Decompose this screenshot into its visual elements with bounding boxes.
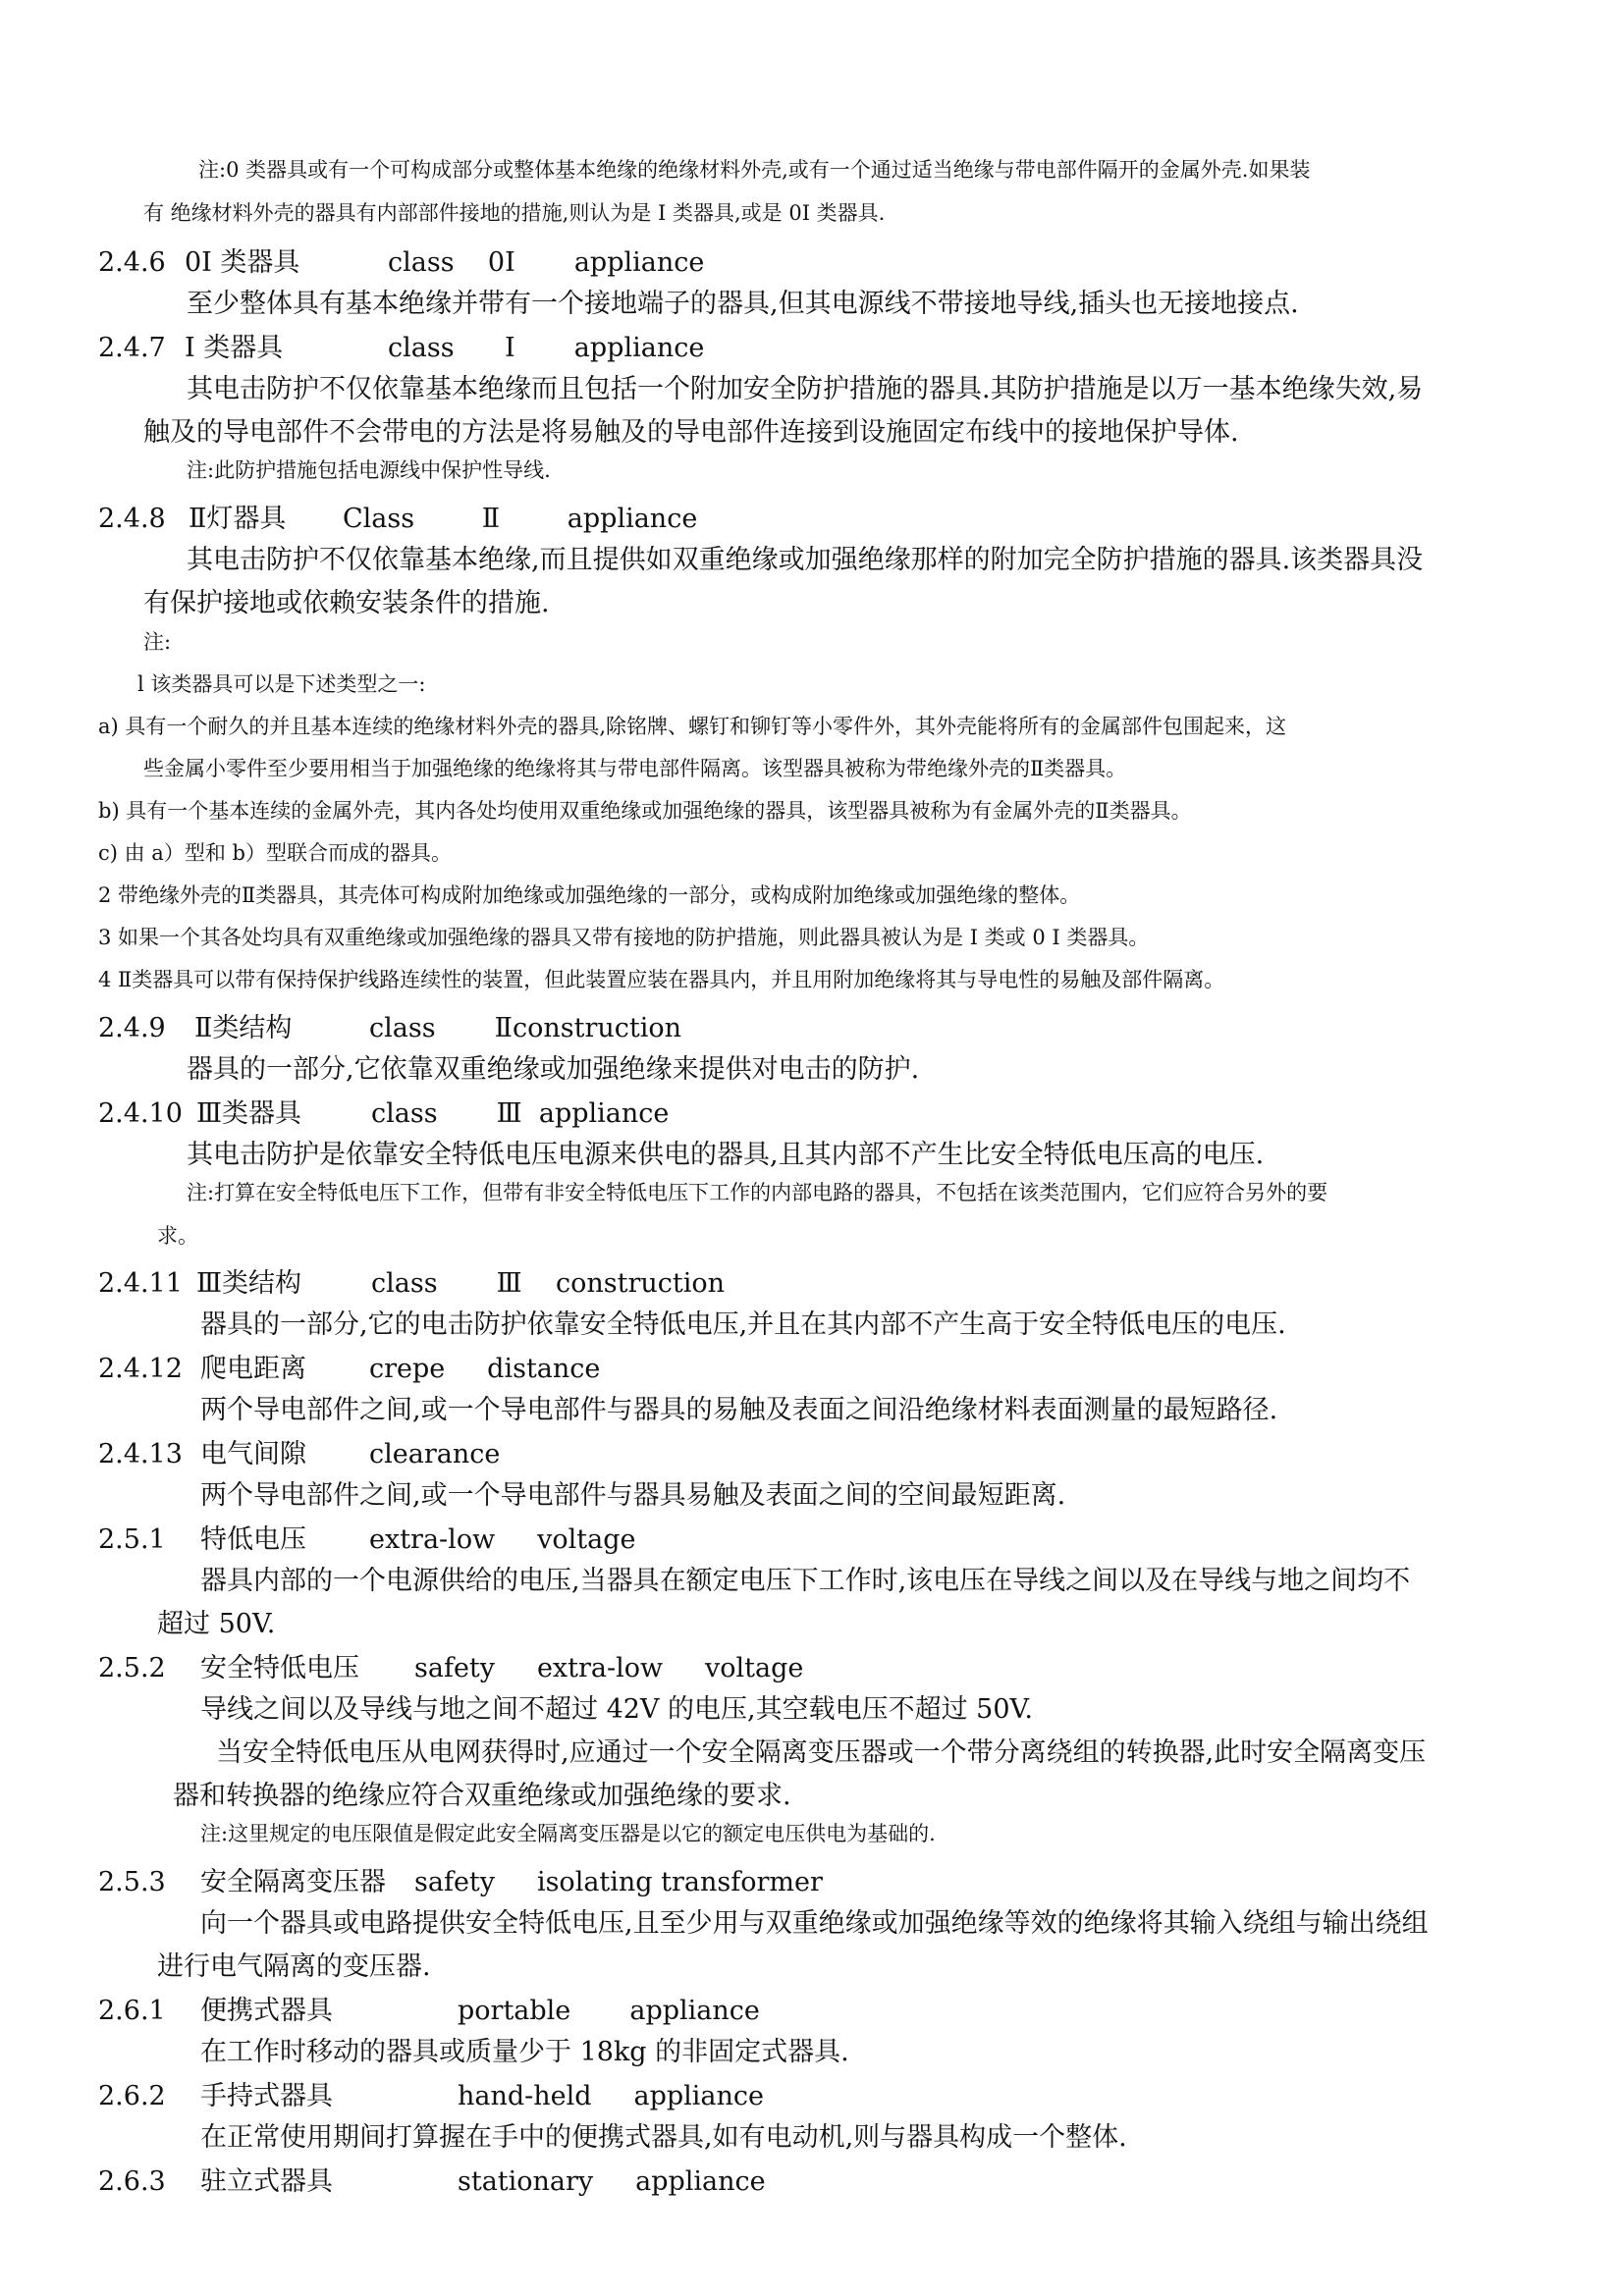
- section-title-zh: 驻立式器具: [200, 2166, 333, 2197]
- section-number: 2.5.3: [98, 1867, 166, 1897]
- section-title-en: portable appliance: [458, 1996, 760, 2026]
- section-heading: [98, 2074, 764, 2112]
- note-item: 2 带绝缘外壳的Ⅱ类器具，其壳体可构成附加绝缘或加强绝缘的一部分，或构成附加绝缘或加强绝缘的整体。: [98, 883, 1081, 907]
- note-text: 注:打算在安全特低电压下工作，但带有非安全特低电压下工作的内部电路的器具，不包括在该类范围内，它们应符合另外的要: [187, 1181, 1328, 1204]
- section-heading: [98, 1518, 635, 1556]
- body-text: 至少整体具有基本绝缘并带有一个接地端子的器具,但其电源线不带接地导线,插头也无接地接点.: [187, 289, 1299, 319]
- section-title-zh: 便携式器具: [200, 1996, 333, 2026]
- note-text: 注:0 类器具或有一个可构成部分或整体基本绝缘的绝缘材料外壳,或有一个通过适当绝缘与带电部件隔开的金属外壳.如果装: [198, 158, 1311, 182]
- section-title-zh: Ⅱ灯器具: [189, 504, 287, 534]
- section-title-zh: Ⅱ类结构: [194, 1013, 293, 1043]
- section-number: 2.6.2: [98, 2081, 166, 2111]
- section-title-en: class Ⅱconstruction: [369, 1013, 682, 1043]
- section-number: 2.4.10: [98, 1098, 183, 1129]
- section-title-zh: I 类器具: [185, 333, 284, 363]
- body-text: 器和转换器的绝缘应符合双重绝缘或加强绝缘的要求.: [173, 1781, 791, 1811]
- section-heading: [98, 1860, 823, 1898]
- section-number: 2.6.3: [98, 2166, 166, 2197]
- body-text: 向一个器具或电路提供安全特低电压,且至少用与双重绝缘或加强绝缘等效的绝缘将其输入绕组与输出绕组: [200, 1908, 1429, 1939]
- section-title-zh: 电气间隙: [200, 1439, 306, 1469]
- note-text: 注:这里规定的电压限值是假定此安全隔离变压器是以它的额定电压供电为基础的.: [200, 1822, 936, 1845]
- body-text: 器具内部的一个电源供给的电压,当器具在额定电压下工作时,该电压在导线之间以及在导线与地之间均不: [200, 1566, 1411, 1596]
- section-title-zh: 安全隔离变压器: [200, 1867, 386, 1897]
- body-text: 其电击防护不仅依靠基本绝缘,而且提供如双重绝缘或加强绝缘那样的附加完全防护措施的器具.该类器具没: [187, 545, 1424, 575]
- section-title-en: clearance: [369, 1439, 501, 1469]
- body-text: 在工作时移动的器具或质量少于 18kg 的非固定式器具.: [200, 2037, 849, 2067]
- note-item: l 该类器具可以是下述类型之一:: [137, 672, 426, 696]
- note-item: 3 如果一个其各处均具有双重绝缘或加强绝缘的器具又带有接地的防护措施，则此器具被认为是 I 类或 0 I 类器具。: [98, 926, 1150, 949]
- note-item: 4 Ⅱ类器具可以带有保持保护线路连续性的装置，但此装置应装在器具内，并且用附加绝缘将其与导电性的易触及部件隔离。: [98, 968, 1225, 991]
- section-title-en: hand-held appliance: [458, 2081, 765, 2111]
- section-heading: [98, 1646, 803, 1684]
- section-title-zh: Ⅲ类结构: [196, 1268, 302, 1299]
- body-text: 超过 50V.: [157, 1609, 276, 1639]
- section-heading: [98, 1261, 725, 1300]
- section-title-en: crepe distance: [369, 1354, 601, 1384]
- section-title-en: Class Ⅱ appliance: [343, 504, 698, 534]
- section-title-en: class Ⅲ construction: [371, 1268, 726, 1299]
- section-heading: [98, 1092, 669, 1130]
- section-number: 2.6.1: [98, 1996, 166, 2026]
- section-number: 2.5.1: [98, 1524, 166, 1555]
- note-text: 求。: [157, 1224, 198, 1248]
- section-number: 2.5.2: [98, 1653, 166, 1683]
- section-heading: [98, 497, 697, 535]
- body-text: 在正常使用期间打算握在手中的便携式器具,如有电动机,则与器具构成一个整体.: [200, 2122, 1127, 2153]
- body-text: 两个导电部件之间,或一个导电部件与器具的易触及表面之间沿绝缘材料表面测量的最短路径.: [200, 1395, 1278, 1425]
- section-title-en: extra-low voltage: [369, 1524, 636, 1555]
- section-title-en: safety isolating transformer: [414, 1867, 823, 1897]
- section-title-en: stationary appliance: [458, 2166, 766, 2197]
- note-item: 些金属小零件至少要用相当于加强绝缘的绝缘将其与带电部件隔离。该型器具被称为带绝缘外壳的Ⅱ类器具。: [143, 757, 1127, 780]
- section-number: 2.4.7: [98, 333, 166, 363]
- section-heading: [98, 240, 704, 279]
- note-item: a) 具有一个耐久的并且基本连续的绝缘材料外壳的器具,除铭牌、螺钉和铆钉等小零件外，其外壳能将所有的金属部件包围起来，这: [98, 715, 1287, 738]
- note-label: 注:: [143, 630, 172, 654]
- section-title-zh: 0I 类器具: [185, 247, 300, 278]
- body-text: 触及的导电部件不会带电的方法是将易触及的导电部件连接到设施固定布线中的接地保护导体.: [143, 417, 1239, 448]
- note-item: b) 具有一个基本连续的金属外壳，其内各处均使用双重绝缘或加强绝缘的器具，该型器具被称为有金属外壳的Ⅱ类器具。: [98, 799, 1192, 823]
- body-text: 其电击防护是依靠安全特低电压电源来供电的器具,且其内部不产生比安全特低电压高的电压.: [187, 1140, 1265, 1170]
- section-number: 2.4.11: [98, 1268, 183, 1299]
- body-text: 器具的一部分,它依靠双重绝缘或加强绝缘来提供对电击的防护.: [187, 1054, 920, 1085]
- section-title-en: class I appliance: [388, 333, 705, 363]
- section-heading: [98, 1989, 760, 2027]
- section-number: 2.4.13: [98, 1439, 183, 1469]
- section-heading: [98, 1347, 600, 1385]
- body-text: 有保护接地或依赖安装条件的措施.: [143, 588, 550, 618]
- section-title-en: class 0I appliance: [388, 247, 705, 278]
- body-text: 其电击防护不仅依靠基本绝缘而且包括一个附加安全防护措施的器具.其防护措施是以万一基本绝缘失效,易: [187, 374, 1424, 404]
- section-number: 2.4.9: [98, 1013, 166, 1043]
- section-number: 2.4.8: [98, 504, 166, 534]
- note-item: c) 由 a）型和 b）型联合而成的器具。: [98, 841, 452, 865]
- body-text: 当安全特低电压从电网获得时,应通过一个安全隔离变压器或一个带分离绕组的转换器,此时安全隔离变压: [216, 1737, 1427, 1768]
- section-heading: [98, 1006, 681, 1044]
- section-title-en: class Ⅲ appliance: [371, 1098, 670, 1129]
- note-text: 有 绝缘材料外壳的器具有内部部件接地的措施,则认为是 I 类器具,或是 0I 类器具.: [143, 201, 886, 225]
- section-heading: [98, 1432, 500, 1470]
- section-heading: [98, 326, 704, 364]
- body-text: 器具的一部分,它的电击防护依靠安全特低电压,并且在其内部不产生高于安全特低电压的电压.: [200, 1309, 1286, 1340]
- body-text: 两个导电部件之间,或一个导电部件与器具易触及表面之间的空间最短距离.: [200, 1480, 1066, 1511]
- section-heading: [98, 2160, 766, 2198]
- section-number: 2.4.12: [98, 1354, 183, 1384]
- body-text: 进行电气隔离的变压器.: [157, 1951, 431, 1982]
- section-title-en: safety extra-low voltage: [414, 1653, 804, 1683]
- note-text: 注:此防护措施包括电源线中保护性导线.: [187, 458, 551, 482]
- section-title-zh: 爬电距离: [200, 1354, 306, 1384]
- section-title-zh: 特低电压: [200, 1524, 306, 1555]
- section-title-zh: 手持式器具: [200, 2081, 333, 2111]
- body-text: 导线之间以及导线与地之间不超过 42V 的电压,其空载电压不超过 50V.: [200, 1694, 1033, 1725]
- section-number: 2.4.6: [98, 247, 166, 278]
- section-title-zh: 安全特低电压: [200, 1653, 359, 1683]
- section-title-zh: Ⅲ类器具: [196, 1098, 302, 1129]
